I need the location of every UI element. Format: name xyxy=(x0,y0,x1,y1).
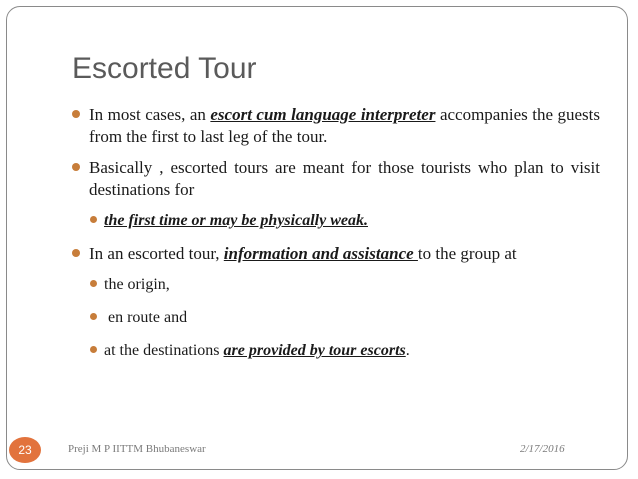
slide-title: Escorted Tour xyxy=(72,52,257,85)
bullet-text: . xyxy=(405,342,410,359)
sub-bullet-en-route xyxy=(90,307,600,329)
bullet-dot-icon xyxy=(90,280,97,287)
emphasized-text: information and assistance xyxy=(223,244,418,263)
bullet-text: to the group at xyxy=(417,244,517,263)
emphasized-text: are provided by tour escorts xyxy=(223,342,406,359)
bullet-text: Basically , escorted tours are meant for those tourists who plan to visit destinations for xyxy=(89,158,600,199)
emphasized-text: the first time or may be physically weak. xyxy=(104,212,368,229)
bullet-escort-interpreter xyxy=(72,104,600,148)
bullet-text: accompanies the guests from the first to last leg of the tour. xyxy=(89,105,601,146)
bullet-information-assistance xyxy=(72,243,600,265)
bullet-text: In most cases, an xyxy=(89,105,211,124)
bullet-text: In an escorted tour, xyxy=(89,244,224,263)
bullet-text: en route and xyxy=(104,309,188,326)
bullet-basically xyxy=(72,157,600,201)
bullet-dot-icon xyxy=(90,216,97,223)
bullet-dot-icon xyxy=(72,110,80,118)
bullet-dot-icon xyxy=(72,163,80,171)
slide-number-badge: 23 xyxy=(9,437,41,463)
sub-bullet-first-time xyxy=(90,210,600,232)
bullet-dot-icon xyxy=(90,346,97,353)
bullet-text: the origin, xyxy=(104,276,170,293)
slide-content xyxy=(72,104,600,373)
emphasized-text: escort cum language interpreter xyxy=(210,105,436,124)
bullet-dot-icon xyxy=(90,313,97,320)
bullet-dot-icon xyxy=(72,249,80,257)
sub-bullet-destinations xyxy=(90,340,600,362)
footer-date: 2/17/2016 xyxy=(520,443,565,455)
footer-author: Preji M P IITTM Bhubaneswar xyxy=(68,443,206,455)
sub-bullet-origin xyxy=(90,274,600,296)
bullet-text: at the destinations xyxy=(104,342,224,359)
